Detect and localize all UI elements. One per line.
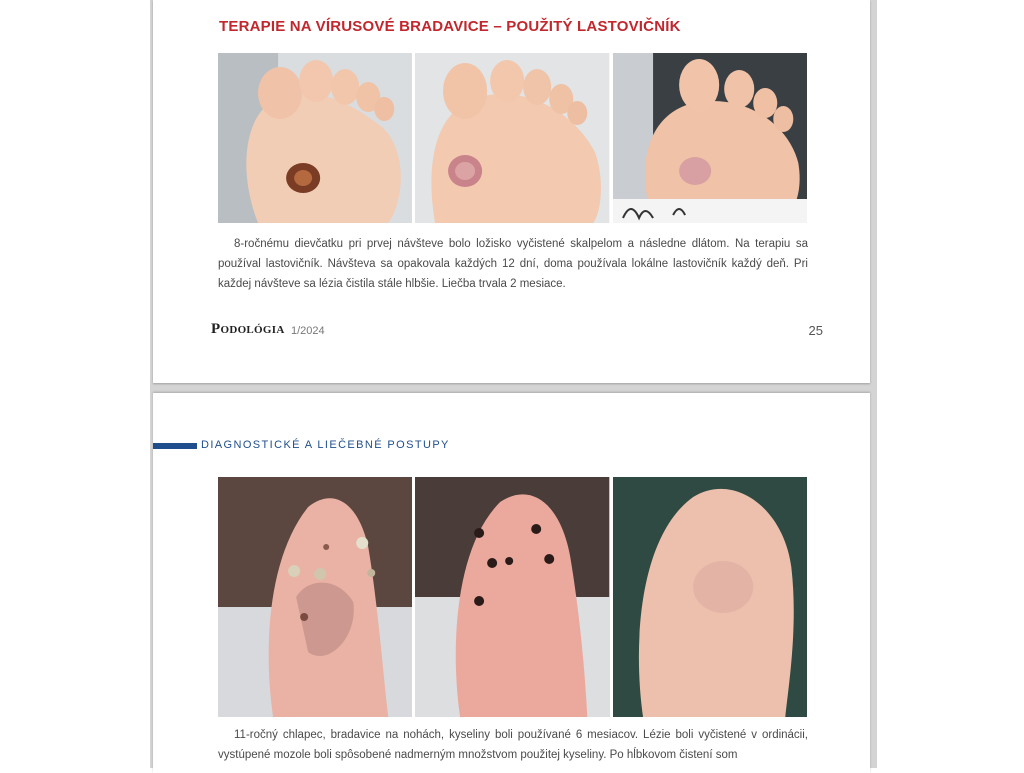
article-heading: TERAPIE NA VÍRUSOVÉ BRADAVICE – POUŽITÝ LASTOVIČNÍK [219, 18, 681, 35]
journal-name: Podológia [211, 321, 285, 337]
document-page-25 [153, 0, 870, 383]
foot-photo-progress [415, 53, 609, 223]
document-page-26 [153, 393, 870, 773]
photo-strip-top [218, 53, 807, 223]
section-title: DIAGNOSTICKÉ A LIEČEBNÉ POSTUPY [201, 439, 450, 451]
photo-caption-bottom: 11-ročný chlapec, bradavice na nohách, kyseliny boli používané 6 mesiacov. Lézie boli vyčistené v ordinácii, vystúpené mozole boli spôsobené nadmerným množstvom použitej kyseliny. Po hĺbkovom čistení som [218, 729, 808, 761]
page-number: 25 [808, 323, 823, 338]
page-footer [211, 321, 823, 345]
photo-strip-bottom [218, 477, 807, 717]
photo-caption-top: 8-ročnému dievčatku pri prvej návšteve bolo ložisko vyčistené skalpelom a následne dlátom. Na terapiu sa používal lastovičník. Návšteva sa opakovala každých 12 dní, doma používala lokálne lastovičník každý deň. Pri každej návšteve sa lézia čistila stále hlbšie. Liečba trvala 2 mesiace. [218, 238, 808, 290]
foot-photo-healed-heel [613, 477, 807, 717]
foot-photo-warts-calluses [218, 477, 412, 717]
journal-issue: 1/2024 [291, 325, 325, 337]
foot-photo-cleaned-lesions [415, 477, 609, 717]
section-accent-bar [153, 443, 197, 449]
foot-photo-healed [613, 53, 807, 223]
foot-photo-before [218, 53, 412, 223]
